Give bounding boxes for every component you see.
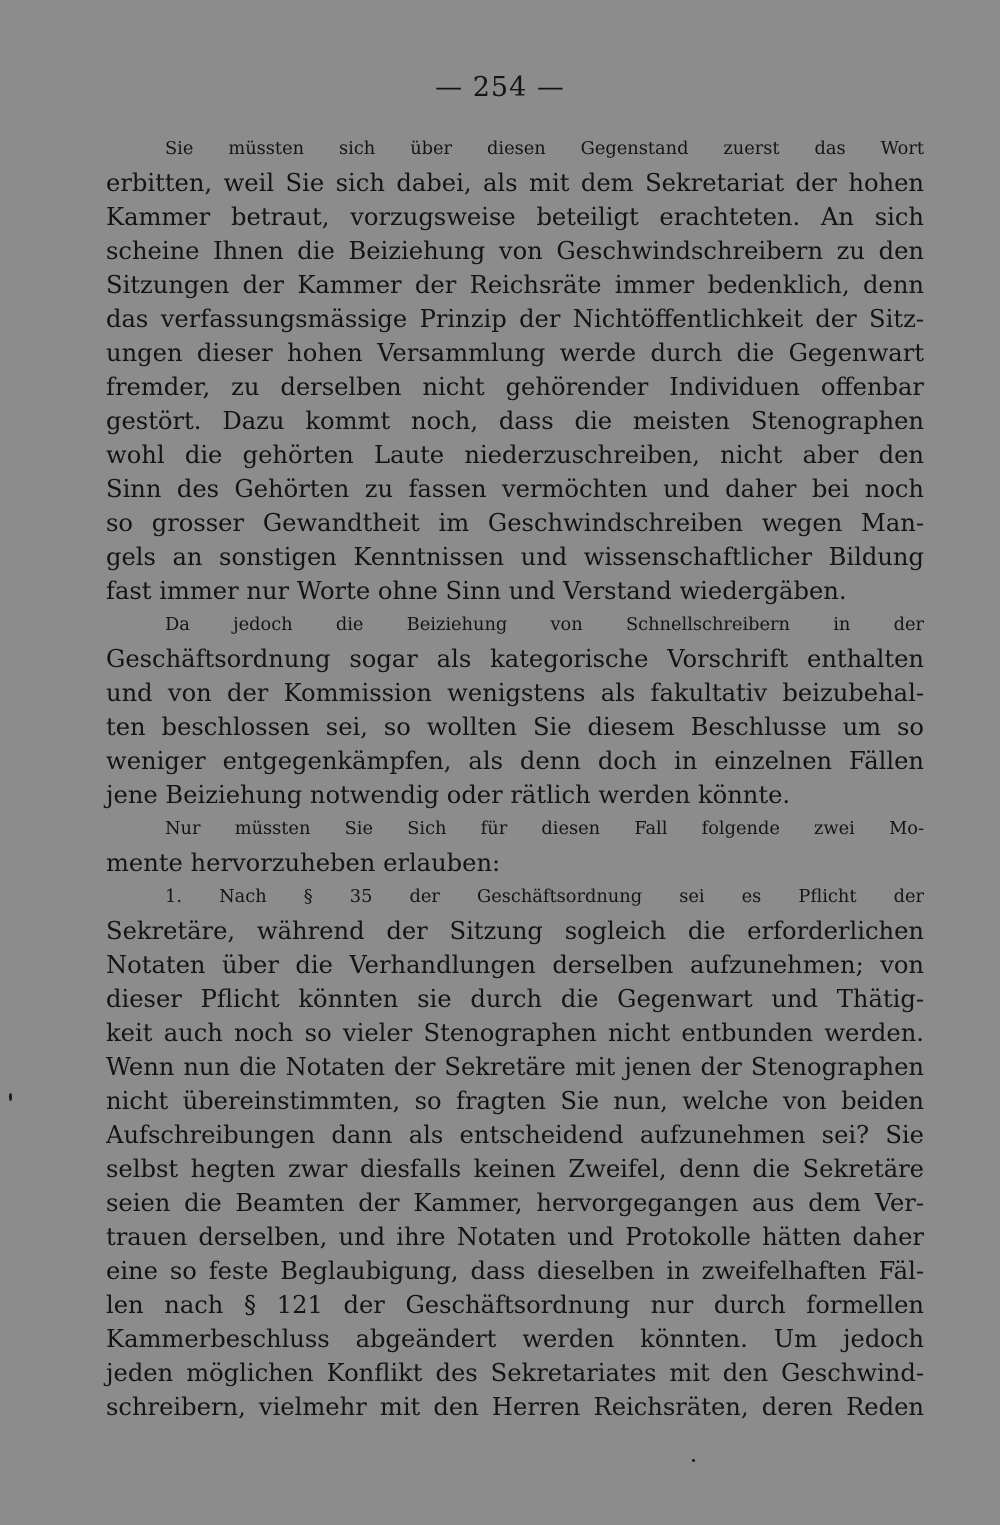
text-line: jeden möglichen Konflikt des Sekretariates mit den Geschwind- (106, 1359, 924, 1387)
text-line: Sekretäre, während der Sitzung sogleich die erforderlichen (106, 917, 924, 945)
text-line: fremder, zu derselben nicht gehörender Individuen offenbar (106, 373, 924, 401)
body-text (106, 132, 924, 1424)
text-line: Kammerbeschluss abgeändert werden könnten. Um jedoch (106, 1325, 924, 1353)
text-line: das verfassungsmässige Prinzip der Nichtöffentlichkeit der Sitz- (106, 305, 924, 333)
text-line: so grosser Gewandtheit im Geschwindschreiben wegen Man- (106, 509, 924, 537)
text-line: Notaten über die Verhandlungen derselben aufzunehmen; von (106, 951, 924, 979)
text-line: keit auch noch so vieler Stenographen nicht entbunden werden. (106, 1019, 924, 1047)
text-line: nicht übereinstimmten, so fragten Sie nun, welche von beiden (106, 1087, 924, 1115)
text-line: jene Beiziehung notwendig oder rätlich werden könnte. (106, 781, 791, 809)
text-line: gels an sonstigen Kenntnissen und wissenschaftlicher Bildung (106, 543, 924, 571)
text-line: trauen derselben, und ihre Notaten und Protokolle hätten daher (106, 1223, 924, 1251)
text-line: ten beschlossen sei, so wollten Sie diesem Beschlusse um so (106, 713, 924, 741)
text-line: seien die Beamten der Kammer, hervorgegangen aus dem Ver- (106, 1189, 924, 1217)
text-line: fast immer nur Worte ohne Sinn und Verstand wiedergäben. (106, 577, 847, 605)
text-line: Geschäftsordnung sogar als kategorische Vorschrift enthalten (106, 645, 924, 673)
text-line: schreibern, vielmehr mit den Herren Reichsräten, deren Reden (106, 1393, 924, 1421)
text-line: len nach § 121 der Geschäftsordnung nur durch formellen (106, 1291, 924, 1319)
text-line: Sinn des Gehörten zu fassen vermöchten und daher bei noch (106, 475, 924, 503)
text-line: Aufschreibungen dann als entscheidend aufzunehmen sei? Sie (106, 1121, 924, 1149)
text-line: eine so feste Beglaubigung, dass dieselben in zweifelhaften Fäl- (106, 1257, 924, 1285)
text-line: weniger entgegenkämpfen, als denn doch in einzelnen Fällen (106, 747, 924, 775)
text-line: selbst hegten zwar diesfalls keinen Zweifel, denn die Sekretäre (106, 1155, 924, 1183)
text-line: Kammer betraut, vorzugsweise beteiligt erachteten. An sich (106, 203, 924, 231)
scan-speck (9, 1093, 12, 1101)
text-line: dieser Pflicht könnten sie durch die Gegenwart und Thätig- (106, 985, 924, 1013)
text-line: Da jedoch die Beiziehung von Schnellschreibern in der (165, 614, 924, 635)
text-line: ungen dieser hohen Versammlung werde durch die Gegenwart (106, 339, 924, 367)
text-line: und von der Kommission wenigstens als fakultativ beizubehal- (106, 679, 924, 707)
text-line: Nur müssten Sie Sich für diesen Fall folgende zwei Mo- (165, 818, 924, 839)
scan-speck (692, 1459, 695, 1462)
text-line: scheine Ihnen die Beiziehung von Geschwindschreibern zu den (106, 237, 924, 265)
text-line: erbitten, weil Sie sich dabei, als mit dem Sekretariat der hohen (106, 169, 924, 197)
text-line: 1. Nach § 35 der Geschäftsordnung sei es Pflicht der (165, 886, 924, 907)
page-number: — 254 — (435, 72, 565, 103)
text-line: wohl die gehörten Laute niederzuschreiben, nicht aber den (106, 441, 924, 469)
text-line: mente hervorzuheben erlauben: (106, 849, 501, 877)
text-line: Wenn nun die Notaten der Sekretäre mit jenen der Stenographen (106, 1053, 924, 1081)
text-line: gestört. Dazu kommt noch, dass die meisten Stenographen (106, 407, 924, 435)
text-line: Sie müssten sich über diesen Gegenstand zuerst das Wort (165, 138, 924, 159)
text-line: Sitzungen der Kammer der Reichsräte immer bedenklich, denn (106, 271, 924, 299)
